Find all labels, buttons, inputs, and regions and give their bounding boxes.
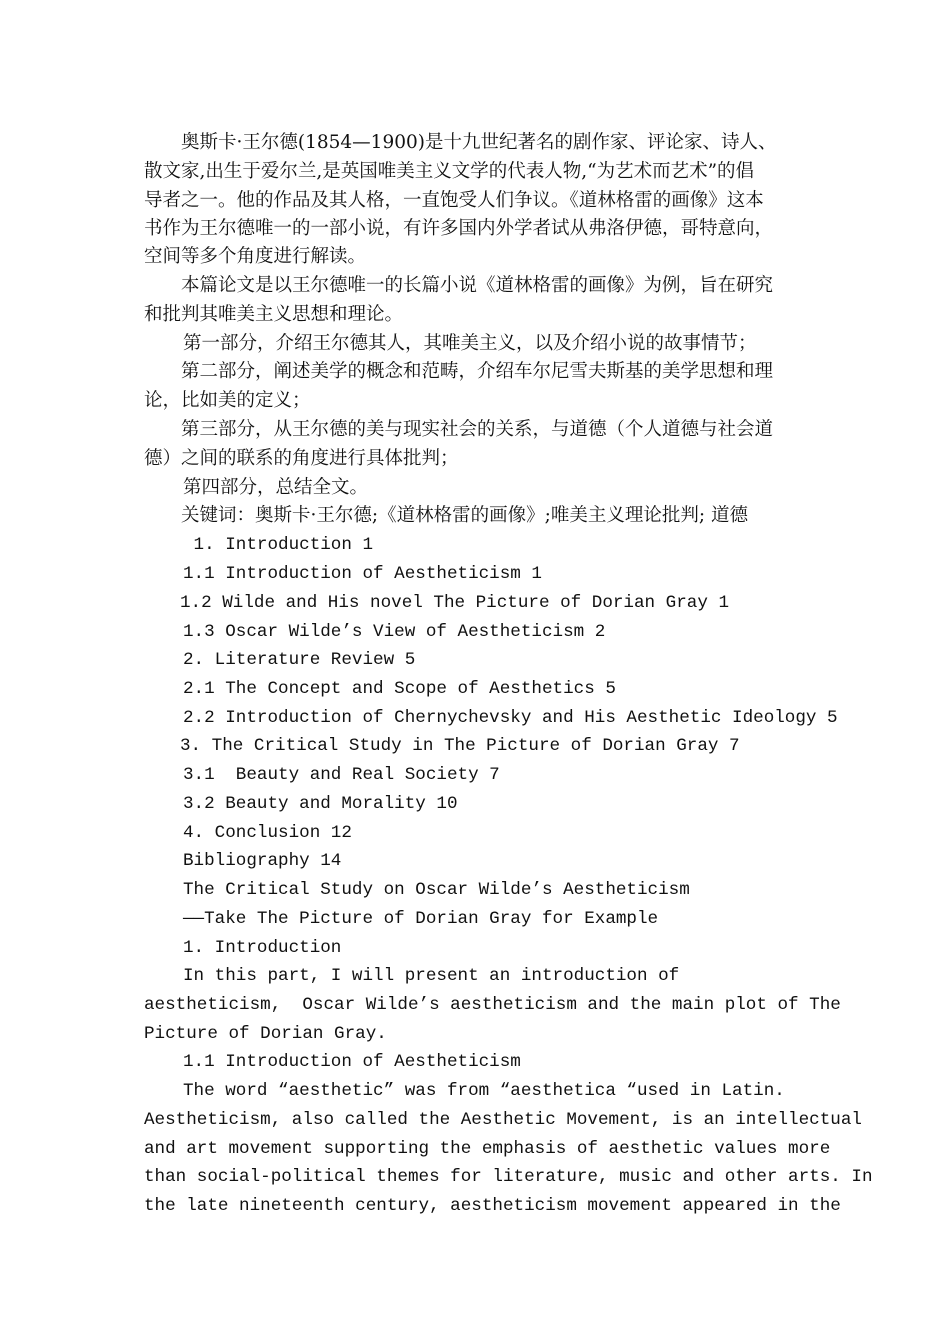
body-line: In this part, I will present an introduction of [183, 966, 680, 986]
body-line: and art movement supporting the emphasis of aesthetic values more [144, 1139, 831, 1159]
toc-entry: 4. Conclusion 12 [183, 823, 352, 843]
section-heading: 1.1 Introduction of Aestheticism [183, 1052, 521, 1072]
body-line: than social-political themes for literature, music and other arts. In [144, 1167, 873, 1187]
toc-entry: 3.1 Beauty and Real Society 7 [183, 765, 500, 785]
body-line: aestheticism, Oscar Wilde’s aestheticism and the main plot of The [144, 995, 841, 1015]
abstract-line: 奥斯卡·王尔德(1854—1900)是十九世纪著名的剧作家、评论家、诗人、 [181, 132, 777, 153]
abstract-line: 和批判其唯美主义思想和理论。 [144, 304, 404, 325]
toc-entry: 3. The Critical Study in The Picture of Dorian Gray 7 [180, 736, 740, 756]
paper-title: The Critical Study on Oscar Wilde’s Aestheticism [183, 880, 690, 900]
toc-entry: 2.1 The Concept and Scope of Aesthetics 5 [183, 679, 616, 699]
toc-entry: 1.2 Wilde and His novel The Picture of Dorian Gray 1 [180, 593, 730, 613]
section-heading: 1. Introduction [183, 938, 342, 958]
body-line: the late nineteenth century, aestheticism movement appeared in the [144, 1196, 841, 1216]
body-line: Aestheticism, also called the Aesthetic Movement, is an intellectual [144, 1110, 862, 1130]
body-line: Picture of Dorian Gray. [144, 1024, 387, 1044]
keywords: 关键词：奥斯卡·王尔德;《道林格雷的画像》;唯美主义理论批判; 道德 [181, 505, 748, 526]
abstract-part-3: 第三部分，从王尔德的美与现实社会的关系，与道德（个人道德与社会道 [181, 419, 774, 440]
abstract-part-4: 第四部分，总结全文。 [183, 477, 369, 498]
abstract-line: 书作为王尔德唯一的一部小说，有许多国内外学者试从弗洛伊德，哥特意向， [144, 218, 774, 239]
toc-entry: Bibliography 14 [183, 851, 342, 871]
toc-entry: 1.3 Oscar Wilde’s View of Aestheticism 2 [183, 622, 606, 642]
body-line: The word “aesthetic” was from “aesthetica “used in Latin. [183, 1081, 785, 1101]
toc-entry: 1. Introduction 1 [183, 535, 374, 555]
abstract-part-1: 第一部分，介绍王尔德其人，其唯美主义，以及介绍小说的故事情节； [183, 333, 757, 354]
toc-entry: 2. Literature Review 5 [183, 650, 416, 670]
abstract-part-2: 第二部分，阐述美学的概念和范畴，介绍车尔尼雪夫斯基的美学思想和理 [181, 361, 774, 382]
abstract-line: 本篇论文是以王尔德唯一的长篇小说《道林格雷的画像》为例，旨在研究 [181, 275, 774, 296]
abstract-line: 空间等多个角度进行解读。 [144, 246, 367, 267]
paper-subtitle: ——Take The Picture of Dorian Gray for Example [183, 909, 659, 929]
toc-entry: 2.2 Introduction of Chernychevsky and His Aesthetic Ideology 5 [183, 708, 838, 728]
abstract-line: 导者之一。他的作品及其人格，一直饱受人们争议。《道林格雷的画像》这本 [144, 190, 764, 211]
abstract-part-3: 德）之间的联系的角度进行具体批判； [144, 448, 459, 469]
abstract-line: 散文家,出生于爱尔兰,是英国唯美主义文学的代表人物,“为艺术而艺术”的倡 [144, 161, 755, 182]
toc-entry: 1.1 Introduction of Aestheticism 1 [183, 564, 542, 584]
abstract-part-2: 论，比如美的定义； [144, 390, 311, 411]
toc-entry: 3.2 Beauty and Morality 10 [183, 794, 458, 814]
